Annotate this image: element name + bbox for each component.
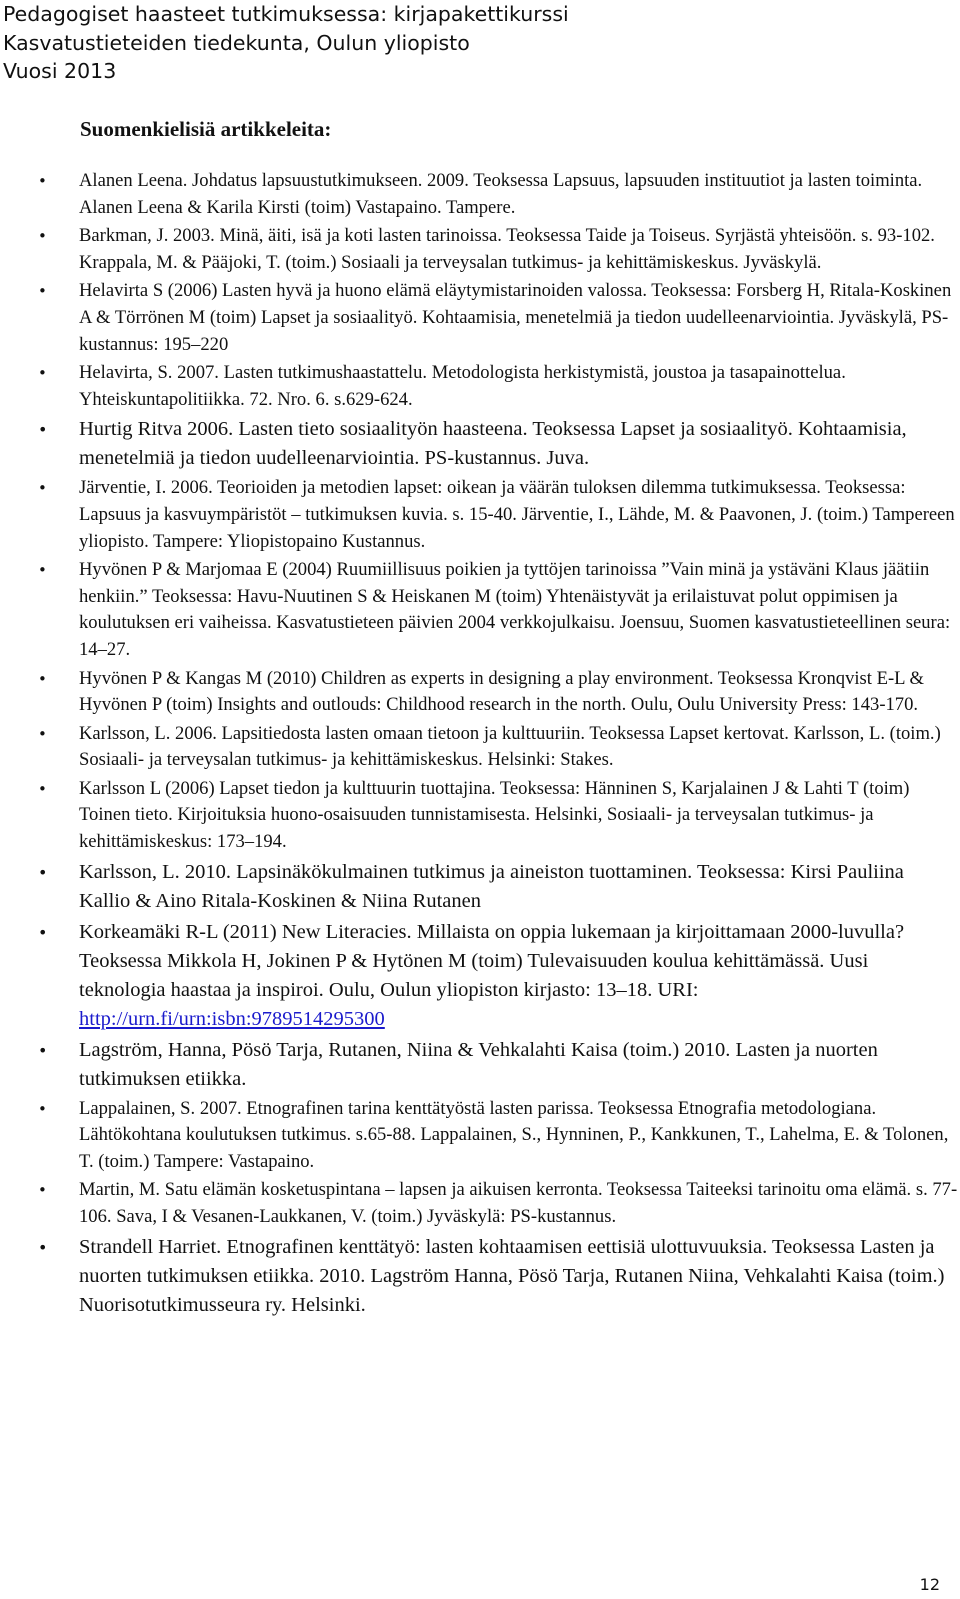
bullet-icon: • <box>38 724 47 743</box>
reference-text: Alanen Leena. Johdatus lapsuustutkimukseen. 2009. Teoksessa Lapsuus, lapsuuden instituutiot ja lasten toiminta. Alanen Leena & Karila Kirsti (toim) Vastapaino. Tampere. <box>79 170 923 218</box>
page-number: 12 <box>919 1575 940 1594</box>
reference-text: Helavirta S (2006) Lasten hyvä ja huono elämä eläytymistarinoiden valossa. Teoksessa: Forsberg H, Ritala-Koskinen A & Törrönen M (toim) Lapset ja sosiaalityö. Kohtaamisia, menetelmiä ja tiedon uudelleenarviointia. Jyväskylä, PS-kustannus: 195–220 <box>79 280 952 355</box>
reference-item <box>0 666 959 719</box>
reference-list <box>0 168 960 1322</box>
reference-item <box>0 1036 959 1094</box>
bullet-icon: • <box>38 1181 47 1200</box>
reference-item <box>0 858 959 916</box>
reference-item <box>0 918 959 1034</box>
reference-text: Hyvönen P & Marjomaa E (2004) Ruumiillisuus poikien ja tyttöjen tarinoissa ”Vain minä ja ystäväni Klaus jäätiin henkiin.” Teoksessa: Havu-Nuutinen S & Heiskanen M (toim) Yhtenäistyvät ja erilaistuvat polut oppimisen ja koulutuksen eri vaiheissa. Kasvatustieteen päivien 2004 verkkojulkaisu. Joensuu, Suomen kasvatustieteellinen seura: 14–27. <box>79 559 951 660</box>
reference-item <box>0 278 959 358</box>
bullet-icon: • <box>38 282 47 301</box>
urn-link[interactable]: http://urn.fi/urn:isbn:9789514295300 <box>79 1007 385 1030</box>
reference-text: Karlsson, L. 2010. Lapsinäkökulmainen tutkimus ja aineiston tuottaminen. Teoksessa: Kirsi Pauliina Kallio & Aino Ritala-Koskinen & Niina Rutanen <box>79 860 904 912</box>
reference-item <box>0 415 959 473</box>
reference-text: Helavirta, S. 2007. Lasten tutkimushaastattelu. Metodologista herkistymistä, joustoa ja tasapainottelua. Yhteiskuntapolitiikka. 72. Nro. 6. s.629-624. <box>79 362 846 410</box>
reference-item <box>0 360 959 413</box>
reference-text: Hurtig Ritva 2006. Lasten tieto sosiaalityön haasteena. Teoksessa Lapset ja sosiaalityö. Kohtaamisia, menetelmiä ja tiedon uudelleenarviointia. PS-kustannus. Juva. <box>79 418 907 470</box>
bullet-icon: • <box>38 227 47 246</box>
reference-item <box>0 168 959 221</box>
reference-text-body: Korkeamäki R-L (2011) New Literacies. Millaista on oppia lukemaan ja kirjoittamaan 2000-luvulla? Teoksessa Mikkola H, Jokinen P & Hytönen M (toim) Tulevaisuuden koulua kehittämässä. Uusi teknologia haastaa ja inspiroi. Oulu, Oulun yliopiston kirjasto: 13–18. URI: <box>79 920 905 1001</box>
reference-text: Järventie, I. 2006. Teorioiden ja metodien lapset: oikean ja väärän tuloksen dilemma tutkimuksessa. Teoksessa: Lapsuus ja kasvuympäristöt – tutkimuksen kuvia. s. 15-40. Järventie, I., Lähde, M. & Paavonen, J. (toim.) Tampereen yliopisto. Tampere: Yliopistopaino Kustannus. <box>79 477 955 552</box>
reference-item <box>0 776 959 856</box>
reference-item <box>0 1177 959 1230</box>
bullet-icon: • <box>38 420 48 440</box>
reference-text: Barkman, J. 2003. Minä, äiti, isä ja koti lasten tarinoissa. Teoksessa Taide ja Toiseus. Syrjästä yhteisöön. s. 93-102. Krappala, M. & Pääjoki, T. (toim.) Sosiaali ja terveysalan tutkimus- ja kehittämiskeskus. Jyväskylä. <box>79 225 935 273</box>
reference-text: Lagström, Hanna, Pösö Tarja, Rutanen, Niina & Vehkalahti Kaisa (toim.) 2010. Lasten ja nuorten tutkimuksen etiikka. <box>79 1038 878 1090</box>
bullet-icon: • <box>38 1099 47 1118</box>
reference-item <box>0 223 959 276</box>
reference-text <box>79 918 959 1034</box>
section-title: Suomenkielisiä artikkeleita: <box>80 117 332 141</box>
reference-text: Martin, M. Satu elämän kosketuspintana – lapsen ja aikuisen kerronta. Teoksessa Taiteeksi tarinoitu oma elämä. s. 77-106. Sava, I & Vesanen-Laukkanen, V. (toim.) Jyväskylä: PS-kustannus. <box>79 1179 958 1228</box>
bullet-icon: • <box>38 364 47 383</box>
bullet-icon: • <box>38 561 47 580</box>
bullet-icon: • <box>38 862 48 882</box>
faculty-line: Kasvatustieteiden tiedekunta, Oulun yliopisto <box>3 30 470 55</box>
reference-item <box>0 557 959 663</box>
bullet-icon: • <box>38 479 47 498</box>
bullet-icon: • <box>38 669 47 688</box>
reference-text: Strandell Harriet. Etnografinen kenttätyö: lasten kohtaamisen eettisiä ulottuvuuksia. Teoksessa Lasten ja nuorten tutkimuksen etiikka. 2010. Lagström Hanna, Pösö Tarja, Rutanen Niina, Vehkalahti Kaisa (toim.) Nuorisotutkimusseura ry. Helsinki. <box>79 1235 945 1316</box>
reference-item <box>0 721 959 774</box>
reference-text: Karlsson L (2006) Lapset tiedon ja kulttuurin tuottajina. Teoksessa: Hänninen S, Karjalainen J & Lahti T (toim) Toinen tieto. Kirjoituksia huono-osaisuuden tunnistamisesta. Helsinki, Sosiaali- ja terveysalan tutkimus- ja kehittämiskeskus: 173–194. <box>79 777 910 853</box>
reference-text: Karlsson, L. 2006. Lapsitiedosta lasten omaan tietoon ja kulttuuriin. Teoksessa Lapset kertovat. Karlsson, L. (toim.) Sosiaali- ja terveysalan tutkimus- ja kehittämiskeskus. Helsinki: Stakes. <box>79 722 941 771</box>
bullet-icon: • <box>38 922 48 942</box>
course-title: Pedagogiset haasteet tutkimuksessa: kirjapakettikurssi <box>3 2 569 26</box>
bullet-icon: • <box>38 1040 48 1060</box>
reference-item <box>0 1233 959 1320</box>
reference-item <box>0 475 959 555</box>
bullet-icon: • <box>38 779 47 798</box>
bullet-icon: • <box>38 172 47 190</box>
reference-item <box>0 1096 959 1176</box>
reference-text: Hyvönen P & Kangas M (2010) Children as experts in designing a play environment. Teoksessa Kronqvist E-L & Hyvönen P (toim) Insights and outlouds: Childhood research in the north. Oulu, Oulu University Press: 143-170. <box>79 667 924 716</box>
bullet-icon: • <box>38 1237 48 1257</box>
document-header <box>3 0 569 86</box>
reference-text: Lappalainen, S. 2007. Etnografinen tarina kenttätyöstä lasten parissa. Teoksessa Etnografia metodologiana. Lähtökohtana koulutuksen tutkimus. s.65-88. Lappalainen, S., Hynninen, P., Kankkunen, T., Lahelma, E. & Tolonen, T. (toim.) Tampere: Vastapaino. <box>79 1097 949 1172</box>
year-line: Vuosi 2013 <box>3 59 117 83</box>
